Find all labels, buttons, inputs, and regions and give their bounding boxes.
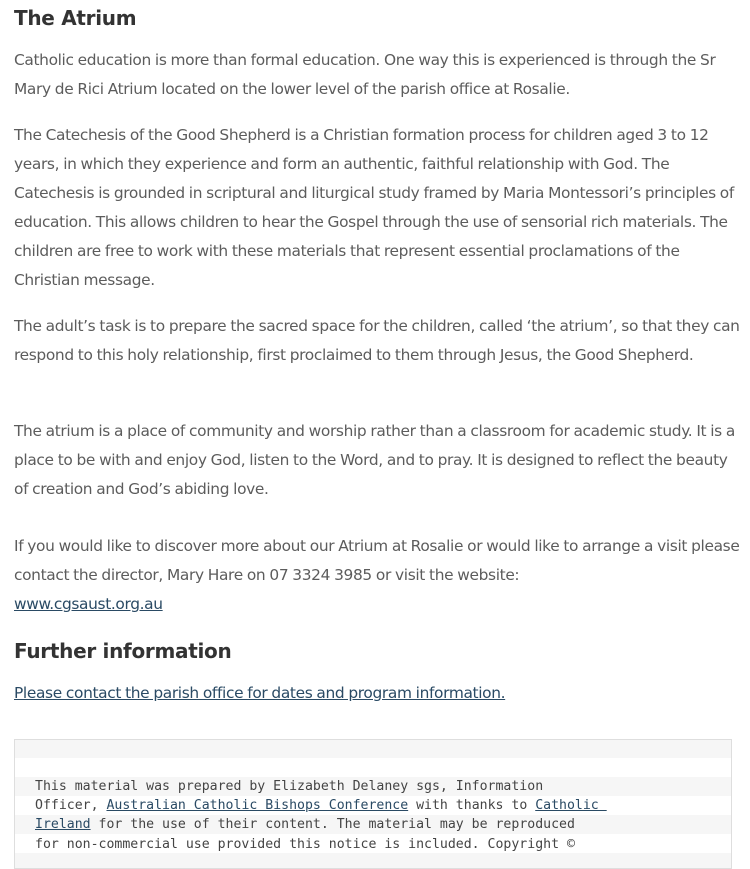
notice-line-1: This material was prepared by Elizabeth Delaney sgs, Information bbox=[35, 779, 544, 794]
section-title-atrium: The Atrium bbox=[14, 6, 137, 30]
notice-line-4: for non-commercial use provided this notice is included. Copyright © bbox=[35, 836, 575, 852]
catholic-ireland-link[interactable]: Catholic bbox=[535, 798, 607, 814]
catholic-ireland-link-cont[interactable]: Ireland bbox=[35, 817, 91, 833]
parish-office-link[interactable]: Please contact the parish office for dates and program information. bbox=[14, 684, 506, 702]
acbc-link[interactable]: Australian Catholic Bishops Conference bbox=[106, 798, 409, 814]
website-link[interactable]: www.cgsaust.org.au bbox=[14, 595, 163, 613]
section-title-further-information: Further information bbox=[14, 639, 232, 663]
paragraph-atrium-place: The atrium is a place of community and worship rather than a classroom for academic study. It is a place to be with and enjoy God, listen to the Word, and to pray. It is designed to reflect the beauty of creation and God’s abiding love. bbox=[14, 422, 735, 498]
paragraph-intro: Catholic education is more than formal education. One way this is experienced is through the Sr Mary de Rici Atrium located on the lower level of the parish office at Rosalie. bbox=[14, 51, 716, 98]
notice-line-2-prefix: Officer, bbox=[35, 798, 107, 814]
code-stripe bbox=[15, 758, 731, 777]
copyright-notice-box bbox=[14, 739, 732, 869]
paragraph-catechesis: The Catechesis of the Good Shepherd is a Christian formation process for children aged 3 to 12 years, in which they experience and form an authentic, faithful relationship with God. The Catechesis is grounded in scriptural and liturgical study framed by Maria Montessori’s principles of education. This allows children to hear the Gospel through the use of sensorial rich materials. The children are free to work with these materials that represent essential proclamations of the Christian message. bbox=[14, 126, 734, 289]
paragraph-contact bbox=[14, 532, 742, 619]
copyright-notice-text bbox=[35, 777, 725, 854]
paragraph-adult-task: The adult’s task is to prepare the sacred space for the children, called ‘the atrium’, so that they can respond to this holy relationship, first proclaimed to them through Jesus, the Good Shepherd. bbox=[14, 317, 740, 364]
contact-text: If you would like to discover more about our Atrium at Rosalie or would like to arrange a visit please contact the director, Mary Hare on 07 3324 3985 or visit the website: bbox=[14, 537, 740, 584]
notice-line-2-mid: with thanks to bbox=[408, 798, 536, 814]
notice-line-3: for the use of their content. The material may be reproduced bbox=[90, 817, 575, 833]
